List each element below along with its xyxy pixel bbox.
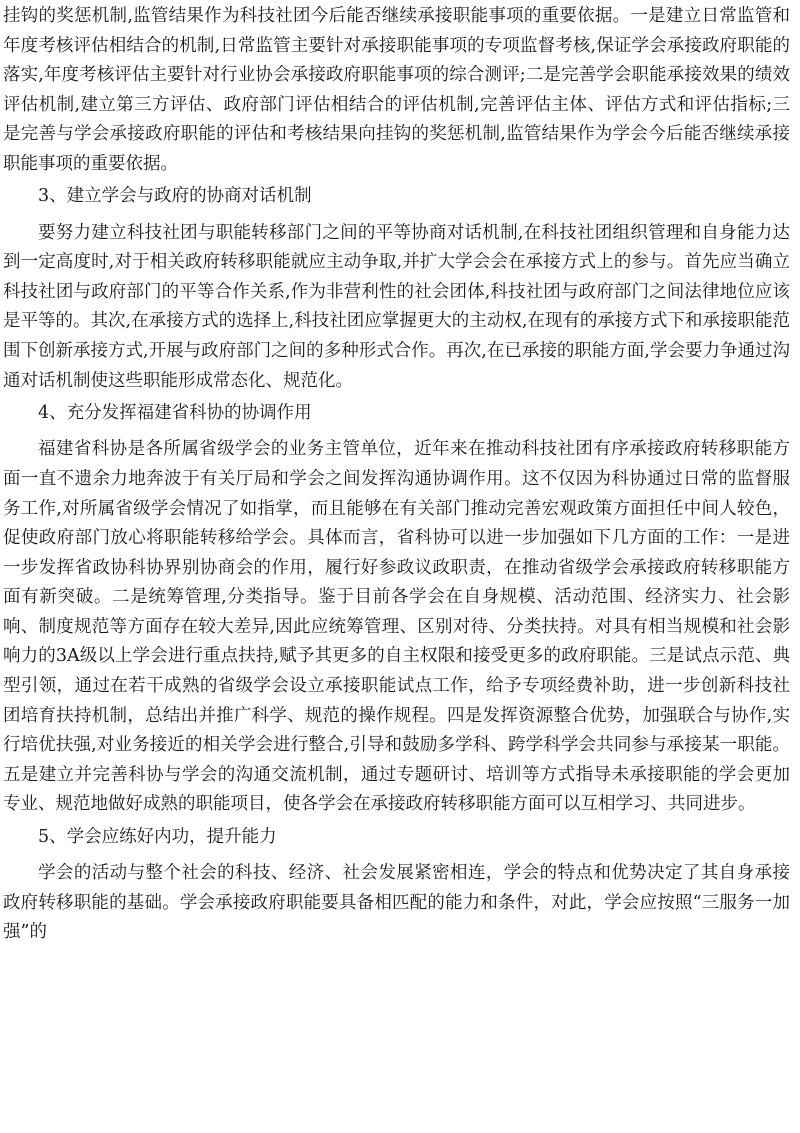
heading-section-5: 5、学会应练好内功，提升能力 [38, 826, 277, 847]
paragraph-reward-mechanism: 挂钩的奖惩机制,监管结果作为科技社团今后能否继续承接职能事项的重要依据。一是建立日常监管和年度考核评估相结合的机制,日常监管主要针对承接职能事项的专项监督考核,保证学会承接政府职能的落实,年度考核评估主要针对行业协会承接政府职能事项的综合测评;二是完善学会职能承接效果的绩效评估机制,建立第三方评估、政府部门评估相结合的评估机制,完善评估主体、评估方式和评估指标;三是完善与学会承接政府职能的评估和考核结果向挂钩的奖惩机制,监管结果作为学会今后能否继续承接职能事项的重要依据。 [3, 6, 790, 174]
heading-section-4: 4、充分发挥福建省科协的协调作用 [38, 402, 312, 423]
paragraph-internal-capacity: 学会的活动与整个社会的科技、经济、社会发展紧密相连，学会的特点和优势决定了其自身承接政府转移职能的基础。学会承接政府职能要具备相匹配的能力和条件，对此，学会应按照“三服务一加强”的 [3, 863, 790, 943]
heading-section-3: 3、建立学会与政府的协商对话机制 [38, 186, 312, 207]
paragraph-consultation-mechanism: 要努力建立科技社团与职能转移部门之间的平等协商对话机制,在科技社团组织管理和自身能力达到一定高度时,对于相关政府转移职能就应主动争取,并扩大学会会在承接方式上的参与。首先应当确立科技社团与政府部门的平等合作关系,作为非营利性的社会团体,科技社团与政府部门之间法律地位应该是平等的。其次,在承接方式的选择上,科技社团应掌握更大的主动权,在现有的承接方式下和承接职能范围下创新承接方式,开展与政府部门之间的多种形式合作。再次,在已承接的职能方面,学会要力争通过沟通对话机制使这些职能形成常态化、规范化。 [3, 222, 790, 391]
paragraph-fujian-cast-role: 福建省科协是各所属省级学会的业务主管单位，近年来在推动科技社团有序承接政府转移职能方面一直不遗余力地奔波于有关厅局和学会之间发挥沟通协调作用。这不仅因为科协通过日常的监督服务工作,对所属省级学会情况了如指掌，而且能够在有关部门推动完善宏观政策方面担任中间人较色，促使政府部门放心将职能转移给学会。具体而言，省科协可以进一步加强如下几方面的工作：一是进一步发挥省政协科协界别协商会的作用，履行好参政议政职责，在推动省级学会承接政府转移职能方面有新突破。二是统筹管理,分类指导。鉴于目前各学会在自身规模、活动范围、经济实力、社会影响、制度规范等方面存在较大差异,因此应统筹管理、区别对待、分类扶持。对具有相当规模和社会影响力的3A级以上学会进行重点扶持,赋予其更多的自主权限和接受更多的政府职能。三是试点示范、典型引领，通过在若干成熟的省级学会设立承接职能试点工作，给予专项经费补助，进一步创新科技社团培育扶持机制，总结出并推广科学、规范的操作规程。四是发挥资源整合优势，加强联合与协作,实行培优扶强,对业务接近的相关学会进行整合,引导和鼓励多学科、跨学科学会共同参与承接某一职能。五是建立并完善科协与学会的沟通交流机制，通过专题研讨、培训等方式指导未承接职能的学会更加专业、规范地做好成熟的职能项目，使各学会在承接政府转移职能方面可以互相学习、共同进步。 [3, 439, 790, 815]
